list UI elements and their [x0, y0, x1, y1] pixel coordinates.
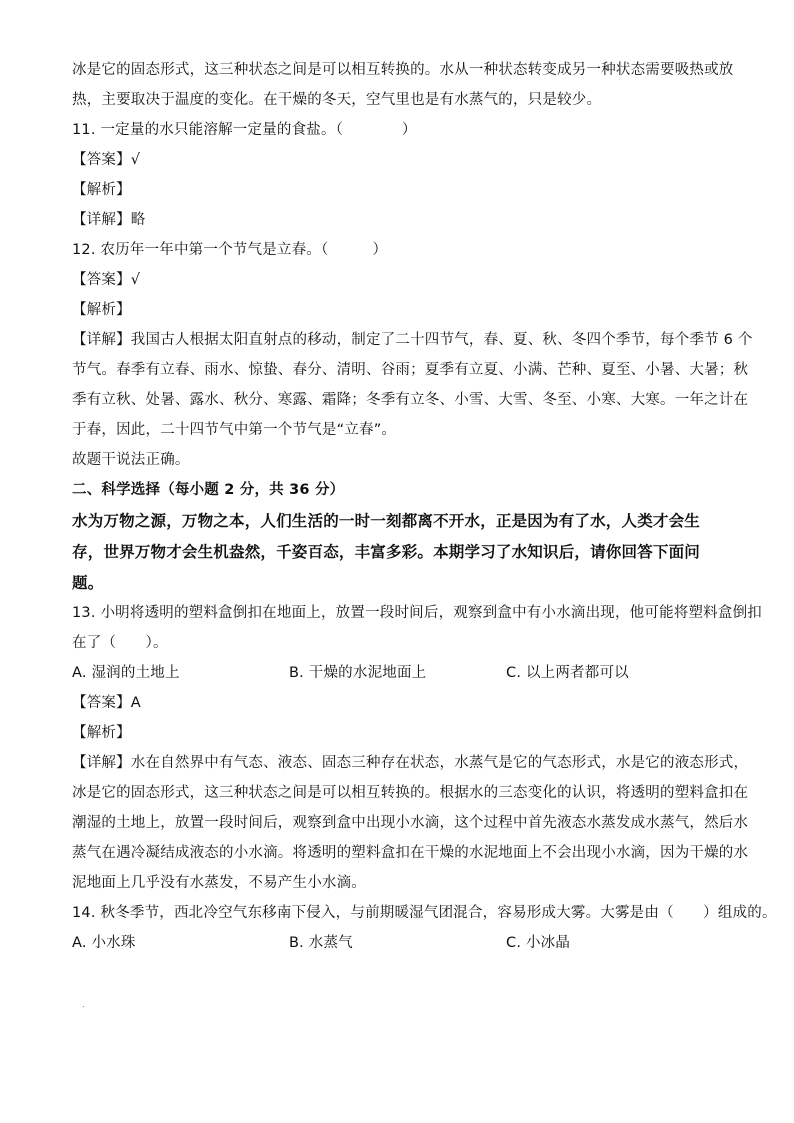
detail-text: 泥地面上几乎没有水蒸发，不易产生小水滴。	[72, 875, 366, 891]
detail-text: 季有立秋、处暑、露水、秋分、寒露、霜降；冬季有立冬、小雪、大雪、冬至、小寒、大寒。一年之计在	[72, 392, 749, 408]
detail-text: 【详解】我国古人根据太阳直射点的移动，制定了二十四节气，春、夏、秋、冬四个季节，每个季节 6 个	[72, 332, 753, 348]
question-13: 在了（ ）。	[72, 635, 168, 651]
text-line: 冰是它的固态形式，这三种状态之间是可以相互转换的。水从一种状态转变成另一种状态需要吸热或放	[72, 62, 734, 78]
intro-text: 题。	[72, 574, 104, 592]
answer-label: 【答案】√	[72, 272, 141, 288]
text-line: 热，主要取决于温度的变化。在干燥的冬天，空气里也是有水蒸气的，只是较少。	[72, 92, 602, 108]
question-13: 13. 小明将透明的塑料盒倒扣在地面上，放置一段时间后，观察到盒中有小水滴出现，他可能将塑料盒倒扣	[72, 605, 762, 621]
detail-text: 冰是它的固态形式，这三种状态之间是可以相互转换的。根据水的三态变化的认识，将透明的塑料盒扣在	[72, 785, 749, 801]
detail-text: 于春，因此，二十四节气中第一个节气是“立春”。	[72, 422, 397, 438]
answer-label: 【答案】√	[72, 152, 141, 168]
analysis-label: 【解析】	[72, 725, 131, 741]
detail-label: 【详解】略	[72, 212, 146, 228]
q13-option-a: A. 湿润的土地上	[72, 665, 180, 681]
detail-text: 【详解】水在自然界中有气态、液态、固态三种存在状态，水蒸气是它的气态形式，水是它的液态形式，	[72, 755, 749, 771]
conclusion-text: 故题干说法正确。	[72, 452, 190, 468]
section-heading: 二、科学选择（每小题 2 分，共 36 分）	[72, 482, 345, 498]
q13-option-b: B. 干燥的水泥地面上	[289, 665, 427, 681]
q13-option-c: C. 以上两者都可以	[506, 665, 629, 681]
answer-label: 【答案】A	[72, 695, 141, 711]
question-11: 11. 一定量的水只能溶解一定量的食盐。（ ）	[72, 122, 417, 138]
detail-text: 潮湿的土地上，放置一段时间后，观察到盒中出现小水滴，这个过程中首先液态水蒸发成水蒸气，然后水	[72, 815, 749, 831]
question-14: 14. 秋冬季节，西北冷空气东移南下侵入，与前期暖湿气团混合，容易形成大雾。大雾是由（ ）组成的。	[72, 905, 777, 921]
page-mark: .	[82, 1000, 85, 1009]
intro-text: 水为万物之源，万物之本，人们生活的一时一刻都离不开水，正是因为有了水，人类才会生	[72, 512, 701, 530]
q14-option-a: A. 小水珠	[72, 935, 136, 951]
detail-text: 蒸气在遇冷凝结成液态的小水滴。将透明的塑料盒扣在干燥的水泥地面上不会出现小水滴，因为干燥的水	[72, 845, 749, 861]
analysis-label: 【解析】	[72, 302, 131, 318]
intro-text: 存，世界万物才会生机盎然，千姿百态，丰富多彩。本期学习了水知识后，请你回答下面问	[72, 543, 701, 561]
detail-text: 节气。春季有立春、雨水、惊蛰、春分、清明、谷雨；夏季有立夏、小满、芒种、夏至、小暑、大暑；秋	[72, 362, 749, 378]
q14-options	[72, 933, 722, 953]
q14-option-b: B. 水蒸气	[289, 935, 353, 951]
q14-option-c: C. 小冰晶	[506, 935, 571, 951]
q13-options	[72, 663, 722, 683]
analysis-label: 【解析】	[72, 182, 131, 198]
question-12: 12. 农历年一年中第一个节气是立春。（ ）	[72, 242, 388, 258]
document-page	[72, 60, 777, 963]
